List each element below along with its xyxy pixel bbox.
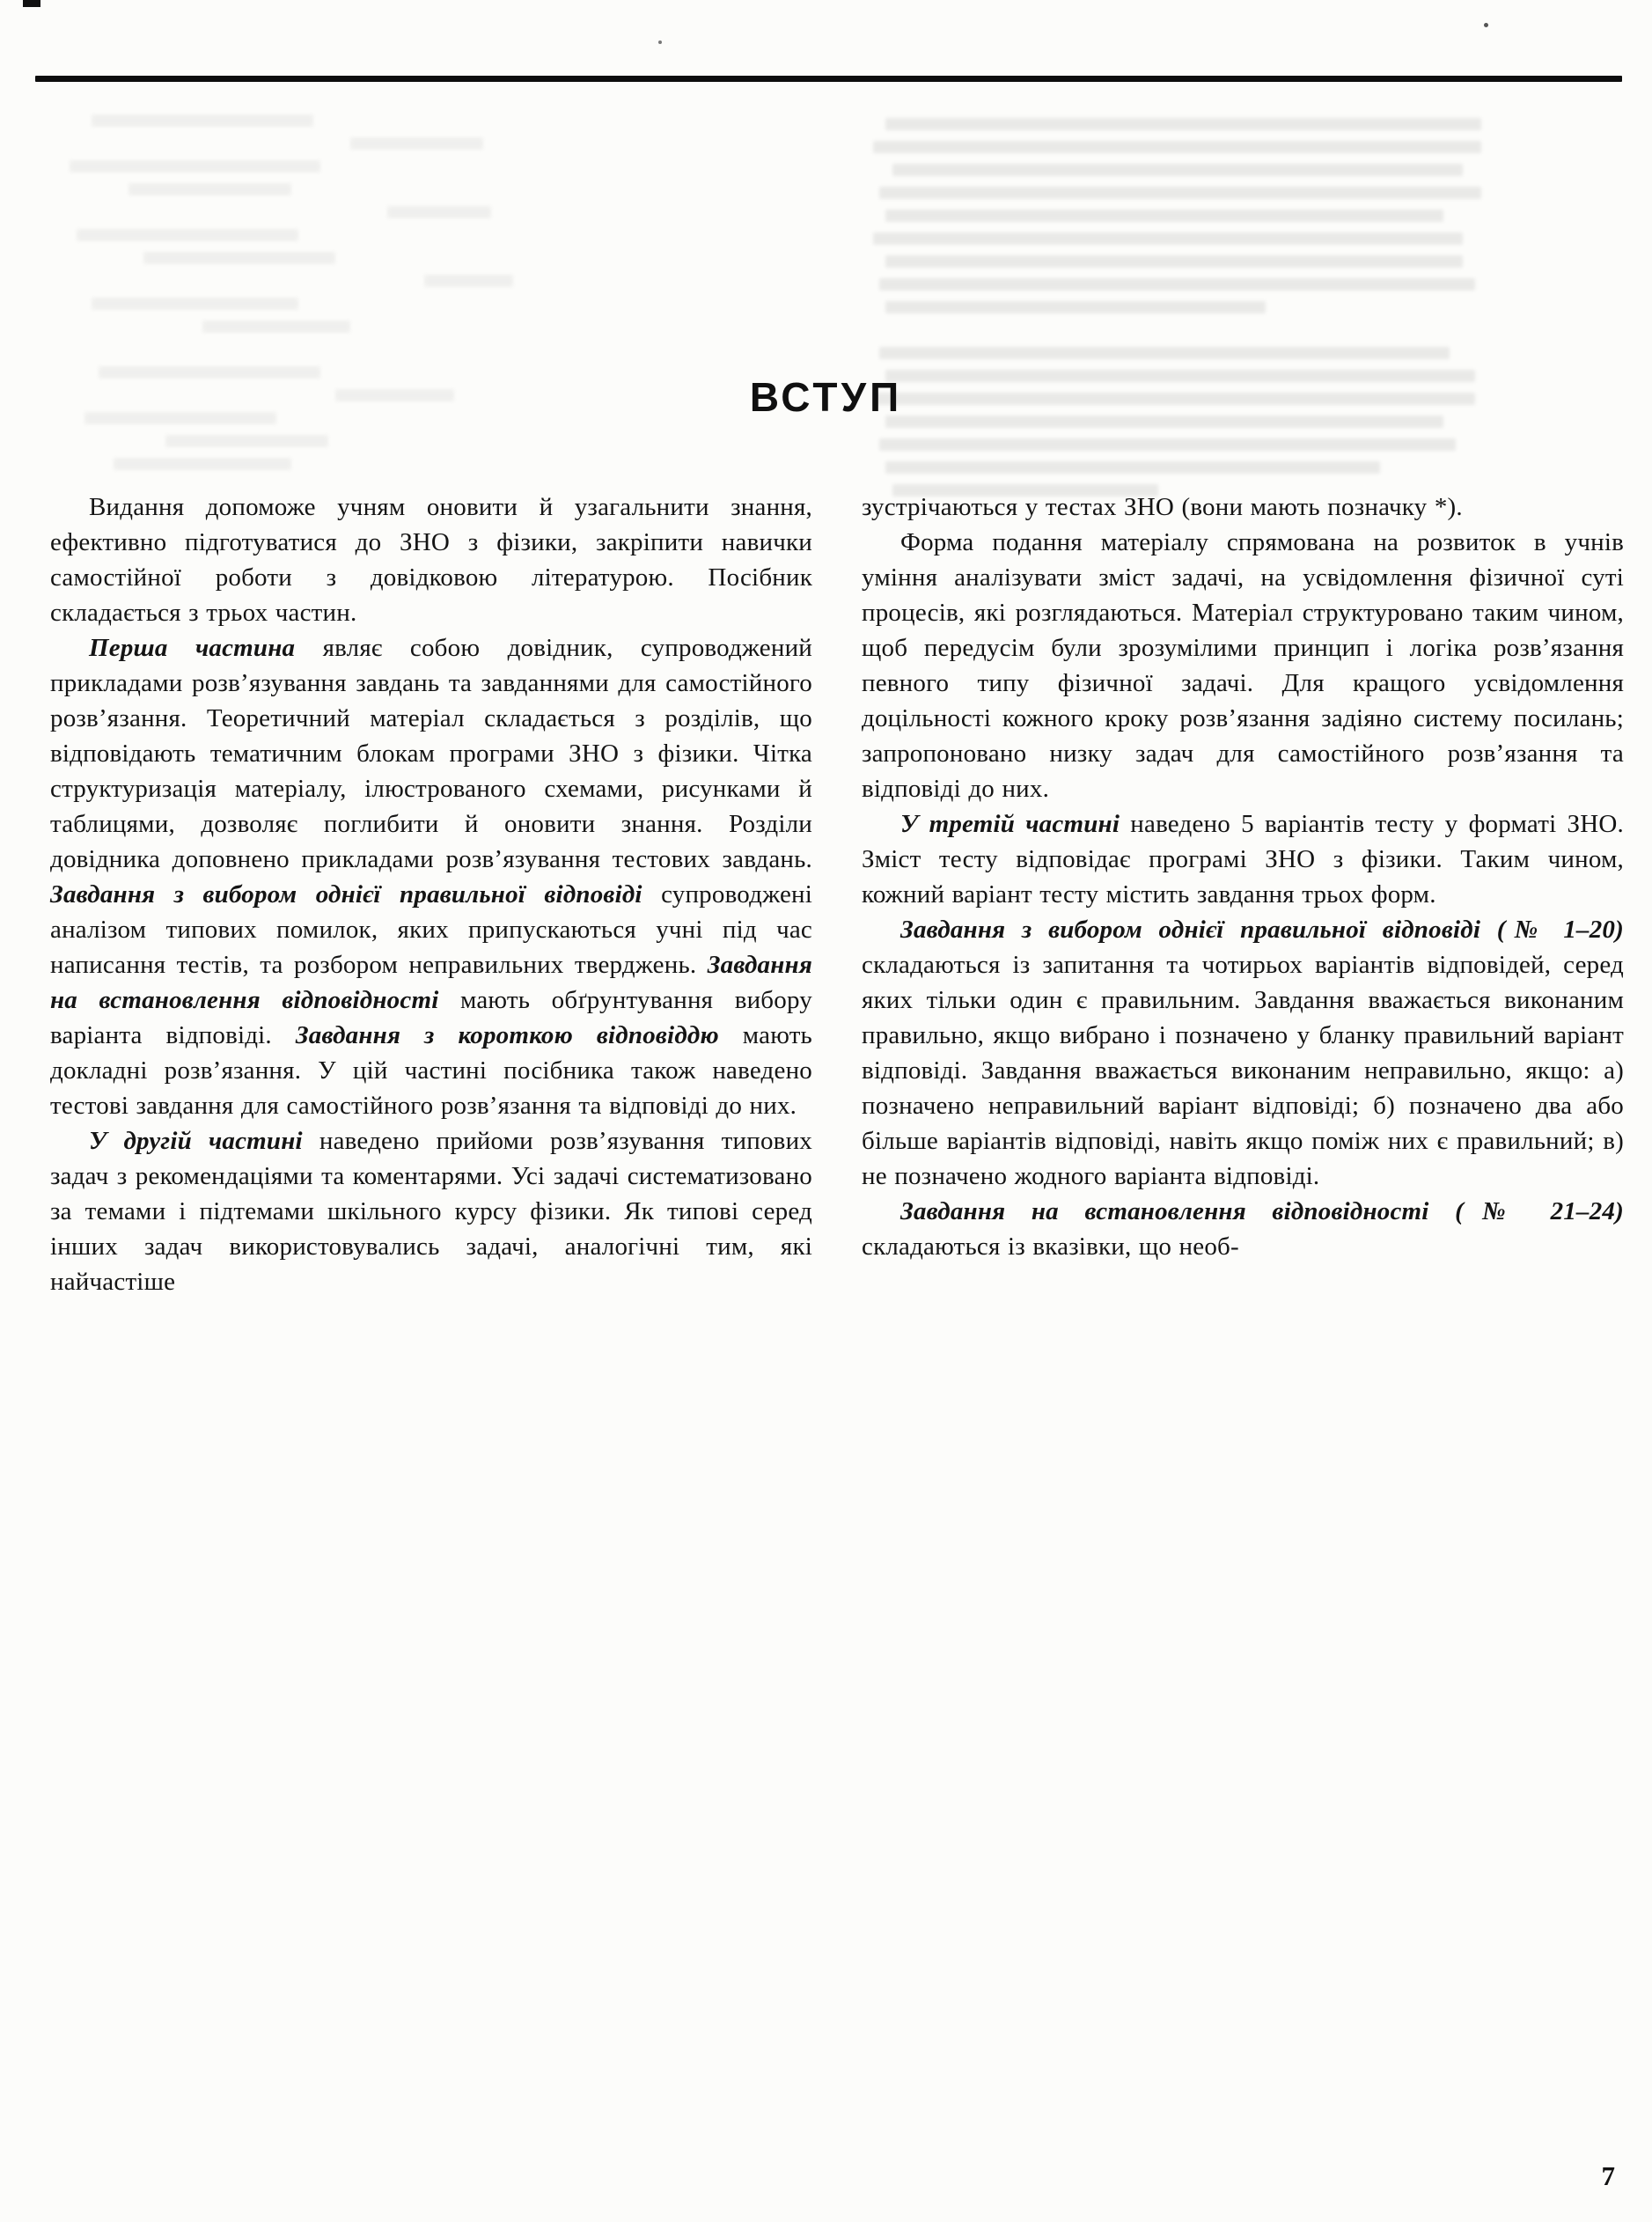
bleedthrough-line (879, 438, 1456, 451)
bleedthrough-text-right (873, 107, 1507, 507)
emphasis-run: Перша частина (89, 634, 323, 662)
bleedthrough-line (92, 298, 298, 310)
bleedthrough-line (873, 232, 1463, 245)
emphasis-run: Завдання з вибором однієї правильної відповіді (50, 880, 662, 909)
bleedthrough-line (387, 206, 491, 218)
bleedthrough-line (424, 275, 513, 287)
text-run: наведено прийоми розв’язування типових задач з рекомендаціями та коментарями. Усі задачі систематизовано за темами і підтемами шкільного курсу фізики. Як типові серед інших задач використовувались задачі, аналогічні тим, які найчастіше (50, 1127, 812, 1296)
bleedthrough-line (885, 210, 1443, 222)
bleedthrough-line (128, 183, 291, 195)
page-number: 7 (1601, 2160, 1615, 2191)
text-run: супроводжені аналізом типових помилок, яких припускаються учні під час написання тестів, та розбором неправильних тверджень. (50, 880, 812, 979)
emphasis-run: Завдання на встановлення відповідності (№ 21–24) (900, 1197, 1624, 1225)
text-run: наведено 5 варіантів тесту у форматі ЗНО. Зміст тесту відповідає програмі ЗНО з фізики. Таким чином, кожний варіант тесту містить завдання трьох форм. (862, 810, 1624, 909)
right-column (862, 489, 1624, 1299)
bleedthrough-line (885, 255, 1462, 268)
text-run: складаються із запитання та чотирьох варіантів відповідей, серед яких тільки один є правильним. Завдання вважається виконаним правильно, якщо вибрано і позначено у бланку правильний варіант відповіді. Завдання вважається виконаним неправильно, якщо: а) позначено неправильний варіант відповіді; б) позначено два або більше варіантів відповіді, навіть якщо поміж них є правильний; в) не позначено жодного варіанта відповіді. (862, 951, 1624, 1190)
bleedthrough-line (77, 229, 298, 241)
text-run: являє собою довідник, супроводжений прикладами розв’язування завдань та завданнями для самостійного розв’язання. Теоретичний матеріал складається з розділів, що відповідають тематичним блокам програми ЗНО з фізики. Чітка структуризація матеріалу, ілюстрованого схемами, рисунками й таблицями, дозволяє поглибити й оновити знання. Розділи довідника доповнено прикладами розв’язування тестових завдань. (50, 634, 813, 873)
scan-speck (658, 40, 662, 44)
paragraph (862, 525, 1624, 806)
text-run: мають докладні розв’язання. У цій частині посібника також наведено тестові завдання для самостійного розв’язання та відповіді до них. (50, 1021, 812, 1120)
text-run: складаються із вказівки, що необ- (862, 1232, 1239, 1261)
text-run: мають обґрунтування вибору варіанта відповіді. (50, 986, 812, 1049)
text-run: Видання допоможе учням оновити й узагальнити знання, ефективно підготуватися до ЗНО з фізики, закріпити навички самостійної роботи з довідковою літературою. Посібник складається з трьох частин. (50, 493, 812, 627)
bleedthrough-line (885, 461, 1380, 474)
emphasis-run: У другій частині (89, 1127, 319, 1155)
text-columns (50, 489, 1624, 1299)
bleedthrough-line (92, 114, 313, 127)
emphasis-run: У третій частині (900, 810, 1131, 838)
text-run: зустрічаються у тестах ЗНО (вони мають позначку *). (862, 493, 1463, 521)
paragraph (862, 489, 1624, 525)
bleedthrough-line (143, 252, 335, 264)
bleedthrough-text-left (55, 104, 794, 481)
text-run: Форма подання матеріалу спрямована на розвиток в учнів уміння аналізувати зміст задачі, на усвідомлення фізичної суті процесів, які розглядаються. Матеріал структуровано таким чином, щоб передусім були зрозумілими принцип і логіка розв’язання певного типу фізичної задачі. Для кращого усвідомлення доцільності кожного кроку розв’язання задіяно систему посилань; запропоновано низку задач для самостійного розв’язання та відповіді до них. (862, 528, 1624, 803)
scan-artifact (23, 0, 40, 7)
paragraph (862, 912, 1624, 1194)
emphasis-run: Завдання з вибором однієї правильної відповіді (№ 1–20) (900, 916, 1624, 944)
bleedthrough-line (879, 187, 1481, 199)
bleedthrough-line (70, 160, 321, 173)
bleedthrough-line (885, 301, 1266, 313)
bleedthrough-line (165, 435, 328, 447)
paragraph (50, 1123, 812, 1299)
paragraph (862, 1194, 1624, 1264)
emphasis-run: Завдання з короткою відповіддю (295, 1021, 743, 1049)
bleedthrough-line (202, 320, 350, 333)
emphasis-run: Завдання на встановлення відповідності (50, 951, 812, 1014)
bleedthrough-line (879, 347, 1450, 359)
bleedthrough-line (873, 141, 1481, 153)
bleedthrough-line (350, 137, 483, 150)
top-divider-rule (35, 76, 1622, 82)
left-column (50, 489, 812, 1299)
scan-speck (1484, 23, 1488, 27)
paragraph (50, 489, 812, 630)
bleedthrough-line (879, 278, 1475, 291)
bleedthrough-line (114, 458, 291, 470)
bleedthrough-line (892, 164, 1463, 176)
page-title: ВСТУП (749, 374, 903, 420)
bleedthrough-line (885, 118, 1481, 130)
paragraph (862, 806, 1624, 912)
paragraph (50, 630, 812, 1123)
